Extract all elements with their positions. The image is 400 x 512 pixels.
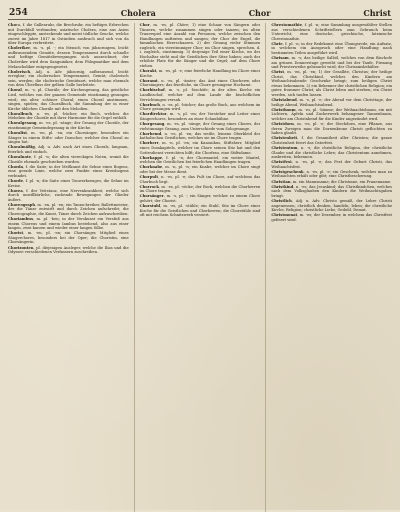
entry-text: , m. -es, pl. Chöre; 1) eine Schaar von Sängern oder Tänzern, welche zusammen singen oder tanzen; im alten Trauerspiel eine Anzahl von Personen, welche zwischen den Handlungen auftraten und sangen; der Chor der Engel, die himmlischen Heerschaaren. 2) der Gesang vieler Stimmen zugleich; ein vierstimmiger Chor; im Chor singen, sprechen, d. i. zugleich, einstimmig. 3) derjenige Teil einer Kirche, wo der Hochaltar steht und die Geistlichen ihre Sitze haben; auch der erhöhte Platz für die Sänger und die Orgel; auf dem Chore stehen. — [139, 23, 261, 68]
entry-text: , n. -es, pl. -e; das Fest der Geburt Christi, das Weihnachtsfest. — [271, 160, 392, 169]
column-2 — [134, 23, 261, 512]
entry-text: , f. die Gesamtheit aller Christen; die ganze Christenheit feiert das Osterfest. — [271, 136, 392, 145]
entry-text: , m. -es, pl. -e; der Stechdorn, eine Pflanze, aus deren Zweigen man die Dornenkrone Christi geflochten zu haben glaubt. — [271, 122, 392, 136]
dictionary-entry — [8, 203, 129, 217]
headword: Chorrock — [139, 184, 159, 189]
entry-text: , m. -es; der Dezember, in welchem das Christfest gefeiert wird. — [271, 213, 392, 222]
dictionary-entry — [8, 121, 129, 130]
entry-text: , f. die Saite; in der Meßkunst die Sehne eines Bogens, eine gerade Linie, welche zwei Punkte eines Kreisbogens verbindet. — [8, 164, 129, 178]
entry-text: , f. pl. -n; in der Redekunst eine Übungsrede, ein Aufsatz, in welchem ein Ausspruch oder eine Handlung nach bestimmten Teilen ausgeführt wird. — [271, 41, 392, 55]
headword: Chorknabe — [139, 165, 163, 170]
dictionary-entry — [140, 175, 261, 184]
headword: Chorstuhl — [139, 204, 161, 209]
entry-text: , m. -s, pl. -en; der Vorsteher und Leiter eines Sängerchores, besonders an einer Schaubühne. — [139, 112, 261, 121]
dictionary-entry — [8, 46, 129, 69]
headword: Chorist — [8, 231, 24, 236]
headword: Choralist — [8, 131, 27, 136]
headword: Christenheit — [271, 136, 298, 141]
headword: Chorizonten — [8, 245, 34, 250]
dictionary-entry — [8, 88, 129, 111]
entry-text: , m. -en, pl. -en; ein Chorsänger, Mitglied eines Sängerchores, besonders bei der Oper; die Choristin, eine Chorsängerin. — [8, 231, 129, 245]
dictionary-entry — [140, 156, 261, 165]
dictionary-entry — [271, 213, 392, 222]
dictionary-entry — [271, 23, 392, 41]
headword: Choramt — [139, 78, 158, 83]
dictionary-entry — [8, 231, 129, 245]
entry-text: ra, f. die Gallenruhr, die Brechruhr, ein heftiges Erbrechen mit Durchfall verbunden; asiatische Cholera, eine aus Asien eingeschleppte, ansteckende und meist tödliche Seuche, welche zuerst im Jahre 1817 in Ostindien ausbrach und sich von da über Europa verbreitete. — [8, 23, 129, 46]
dictionary-entry — [140, 165, 261, 174]
text-columns — [8, 23, 392, 512]
headword: Choleriker — [8, 46, 31, 51]
dictionary-entry — [271, 146, 392, 160]
dictionary-entry — [271, 122, 392, 136]
entry-text: , f. pl. -n; die Saite eines Tonwerkzeuges; die Sehne im Kreise. — [8, 178, 129, 188]
entry-text: , n. -es, pl. -bücher; das große Buch, aus welchem im Chore gesungen wird. — [139, 102, 261, 112]
entry-text: , m. -es, pl. -sänge; der Gesang eines Chores, der vielstimmige Gesang, zum Unterschiede vom Sologesange. — [139, 122, 261, 131]
dictionary-entry — [140, 79, 261, 88]
entry-text: , m. -es, pl. -bäume; der Weihnachtsbaum, ein mit Lichtern, Äpfeln und Zuckerwerk behangener Tannenbaum, welcher am Christabend für die Kinder angezündet wird. — [271, 107, 392, 121]
headword: Christgeschenk — [271, 169, 304, 174]
dictionary-entry — [271, 70, 392, 97]
entry-text: , m. -s, pl. -; ein Sänger, welcher zu einem Chore gehört; der Chorist. — [139, 194, 261, 203]
entry-text: , m. -es, pl. -stühle; ein Stuhl, Sitz im Chore einer Kirche für die Geistlichen und Chorherren; die Chorstühle sind oft mit reichem Schnitzwerk verziert. — [139, 204, 261, 218]
entry-text: , n. -s; die christliche Religion, der christliche Glaube und die christliche Lehre; das Christentum annehmen, ausbreiten, bekennen. — [271, 145, 392, 160]
entry-text: , m. -s, pl. -e; der Abend vor dem Christtage, der heilige Abend, Weihnachtsabend. — [271, 98, 392, 107]
headword: Choralgesang — [8, 121, 37, 126]
dictionary-entry — [271, 160, 392, 169]
headword: Chrie — [271, 41, 283, 46]
dictionary-entry — [8, 131, 129, 145]
entry-text: , m. -en, pl. -en; 1) der Gesalbte, Christus; der heilige Christ, das Christkind, welches den Kindern am Weihnachtsabende Geschenke bringt; zum heiligen Christ etwas bekommen. 2) ein Bekenner der christlichen Religion; ein guter, frommer Christ; als Christ leben und sterben; ein Christ werden, sich taufen lassen. — [271, 70, 392, 97]
headword: Christabend — [271, 98, 297, 103]
dictionary-entry — [140, 204, 261, 218]
entry-text: , f. der Veitstanz, eine Nervenkrankheit, welche sich durch unwillkürliche, zuckende Bewegungen der Glieder äußert. — [8, 188, 129, 202]
entry-text: , m. -n, pl. -en; ein Kanonikus, Stiftsherr, Mitglied eines Domkapitels, welcher im Chore seinen Sitz hat und den Gottesdienst verrichten hilft; die Chorfrau, eine Stiftsdame. — [139, 141, 261, 155]
entry-text: , m. -s, pl. -bischöfe; in der alten Kirche ein Landbischof, welcher auf dem Lande die bischöflichen Verrichtungen versah. — [139, 88, 261, 102]
headword: Chorhemd — [139, 131, 162, 136]
dictionary-entry — [271, 180, 392, 185]
page-header — [8, 6, 392, 20]
dictionary-entry — [271, 199, 392, 213]
headword: Chorda — [8, 164, 23, 169]
entry-text: , n. -es, pl. -e; das Pult im Chore, auf welchem das Chorbuch liegt. — [139, 175, 261, 184]
dictionary-entry — [271, 136, 392, 145]
dictionary-entry — [271, 185, 392, 199]
dictionary-entry — [271, 56, 392, 70]
headword: Christbaum — [271, 107, 296, 112]
dictionary-entry — [8, 189, 129, 203]
headword: Chrisam — [271, 56, 289, 61]
headword: Christmonat — [271, 213, 298, 218]
entry-text: , m. -es, pl. -e; eine feierliche Handlung im Chore einer Kirche. — [139, 69, 261, 78]
dictionary-entry — [140, 69, 261, 78]
entry-text: , pl. diejenigen Ausleger, welche die Ilias und die Odyssee verschiedenen Verfassern zuschreiben. — [8, 245, 129, 255]
entry-text: , m. -s; das heilige Salböl, welches von dem Bischofe am grünen Donnerstage geweiht und bei der Taufe, Firmung und Priesterweihe gebraucht wird; der Chrisamsbehälter. — [271, 56, 392, 70]
headword: Chorbischof — [139, 88, 165, 93]
dictionary-entry — [271, 98, 392, 107]
dictionary-entry — [8, 70, 129, 88]
headword: Christkind — [271, 184, 294, 189]
entry-text: , m. pl. -ben; in der Verskunst ein Versfuß aus einem Choreus und einem Iambus bestehend, also aus einer langen, zwei kurzen und wieder einer langen Silbe. — [8, 217, 129, 231]
dictionary-entry — [8, 155, 129, 164]
dictionary-entry — [8, 145, 129, 154]
dictionary-entry — [8, 165, 129, 179]
dictionary-entry — [271, 170, 392, 179]
dictionary-entry — [140, 88, 261, 102]
entry-text: , f. pl. -n; der Chormantel, ein weiter Mantel, welchen die Geistlichen bei feierlichen Handlungen tragen. — [139, 155, 261, 165]
headword: Cholerisch — [8, 69, 31, 74]
entry-text: , n. -es, pl. -ämter; das Amt eines Chorherrn oder Chorsängers; das feierliche, im Chore gesungene Hochamt. — [139, 78, 261, 88]
headword: Choralmäßig — [8, 145, 35, 150]
entry-text: , m. -es, pl. -sänge; der Gesang der Choräle, der einstimmige Gemeindegesang in der Kirche. — [8, 121, 129, 130]
entry-text: , f. pl. -n; die alten viereckigen Noten, womit die Choräle ehemals geschrieben wurden. — [8, 155, 129, 164]
page-number: 254 — [9, 8, 28, 18]
dictionary-entry — [271, 42, 392, 56]
dictionary-entry — [140, 103, 261, 112]
dictionary-entry — [140, 112, 261, 121]
right-running-head: Christ — [363, 8, 391, 18]
dictionary-entry — [140, 132, 261, 141]
dictionary-entry — [140, 185, 261, 194]
center-running-head: Chor — [248, 8, 271, 18]
dictionary-entry — [8, 23, 129, 46]
dictionary-entry — [271, 108, 392, 122]
entry-text: , n. -es, pl. -bücher; ein Buch, welches die Melodien der Choräle mit ihrer Harmonie für die Orgel enthält. — [8, 111, 129, 121]
headword: Christlich — [271, 198, 292, 203]
dictionary-entry — [140, 141, 261, 155]
dictionary-entry — [140, 122, 261, 131]
headword: Chorgesang — [139, 122, 165, 127]
left-running-head: Cholera — [120, 8, 156, 18]
headword: Christentum — [271, 145, 298, 150]
headword: Chorbuch — [139, 102, 160, 107]
headword: Choreograph — [8, 202, 35, 207]
headword: Chorpult — [139, 175, 159, 180]
headword: Chorakt — [139, 69, 157, 74]
entry-text: , Adj. u. Adv. nach Art eines Chorals, langsam, feierlich und einfach. — [8, 145, 129, 154]
headword: Christfest — [271, 160, 292, 165]
dictionary-entry — [140, 23, 261, 68]
headword: Chordirektor — [139, 112, 167, 117]
headword: Cho — [8, 23, 17, 27]
dictionary-entry — [8, 246, 129, 255]
entry-text: , m. ein Mannsname; die Christiane, ein Frauenname. — [290, 179, 392, 184]
headword: Chorherr — [139, 141, 159, 146]
headword: Christdorn — [271, 122, 294, 127]
entry-text: , m. -es, pl. -röcke; der Rock, welchen die Chorherren im Chore tragen. — [139, 184, 261, 194]
entry-text: , m. -s, pl. Choräle; der Kirchengesang, das geistliche Lied, welches von der ganzen Gemeinde einstimmig gesungen wird; ein alter, schöner Choral; einen Choral anstimmen, singen, spielen; das Choralbuch, die Sammlung der in einer Kirche üblichen Choräle mit den Melodien. — [8, 88, 129, 111]
entry-text: , n. -es, pl. -en; das weiße, leinene Oberkleid der katholischen Geistlichen, welches sie im Chore tragen. — [139, 131, 261, 141]
entry-text: , Adj. u. Adv. Christo gemäß, der Lehre Christi angemessen; christlich denken, handeln, leben; die christliche Kirche, Religion; christliche Liebe, Geduld, Demut. — [271, 198, 392, 213]
headword: Christian — [271, 179, 291, 184]
headword: Choralbuch — [8, 111, 32, 116]
entry-text: , m. -n, pl. -n; ein Knabe, welcher im Chore singt oder bei der Messe dient. — [139, 165, 261, 174]
headword: Choriambus — [8, 217, 34, 222]
dictionary-entry — [8, 179, 129, 188]
entry-text: , n. -es, pl. -e; ein Geschenk, welches man zu Weihnachten erhält oder gibt; eine Christbescherung. — [271, 169, 392, 179]
headword: Chrestomathie — [271, 23, 302, 27]
headword: Chor — [139, 23, 150, 27]
entry-text: , f. pl. -n; eine Sammlung ausgewählter Stellen aus verschiedenen Schriftstellern zum Gebrauch beim Unterricht; eine deutsche, griechische, lateinische Chrestomathie. — [271, 23, 392, 41]
entry-text: , Adj. u. Adv. jähzornig, aufbrausend, leicht erregbar; ein cholerisches Temperament, Gemüt; cholerisch sein, werden; die cholerische Gemütsart, welche man ehemals von dem Überfluss der gelben Galle herleitete. — [8, 69, 129, 88]
entry-text: , m. -s, pl. -; ein Mensch von jähzornigem, leicht aufbrausendem Gemüte, dessen Temperament durch schnelle und heftige Gemütsbewegungen sich auszeichnet; der Choleriker wird dem Sanguiniker, dem Phlegmatiker und dem Melancholiker entgegengesetzt. — [8, 46, 129, 69]
headword: Christ — [271, 70, 285, 75]
headword: Chorkappe — [139, 155, 163, 160]
entry-text: , m. -en, pl. -en; ein Tanzschreiber, Ballettmeister, der die Tänze entwirft und durch Zeichen aufschreibt; die Choreographie, die Kunst, Tänze durch Zeichen aufzuschreiben. — [8, 202, 129, 216]
headword: Chorea — [8, 188, 23, 193]
dictionary-entry — [140, 194, 261, 203]
column-3 — [265, 23, 392, 512]
column-1 — [8, 23, 129, 512]
headword: Chorde — [8, 178, 23, 183]
entry-text: , m. -en, pl. -en; ein Chorsänger, besonders ein Sänger in einem Stifts- oder Domchor, welcher den Choral zu singen hat. — [8, 131, 129, 145]
headword: Chorsänger — [139, 194, 164, 199]
dictionary-entry — [8, 112, 129, 121]
headword: Choral — [8, 88, 22, 93]
headword: Choralnote — [8, 155, 31, 160]
entry-text: , n. -es; das Jesuskind; das Christkindchen, welches nach dem Volksglauben den Kindern die Weihnachtsgaben bringt. — [271, 184, 392, 198]
dictionary-entry — [8, 217, 129, 231]
